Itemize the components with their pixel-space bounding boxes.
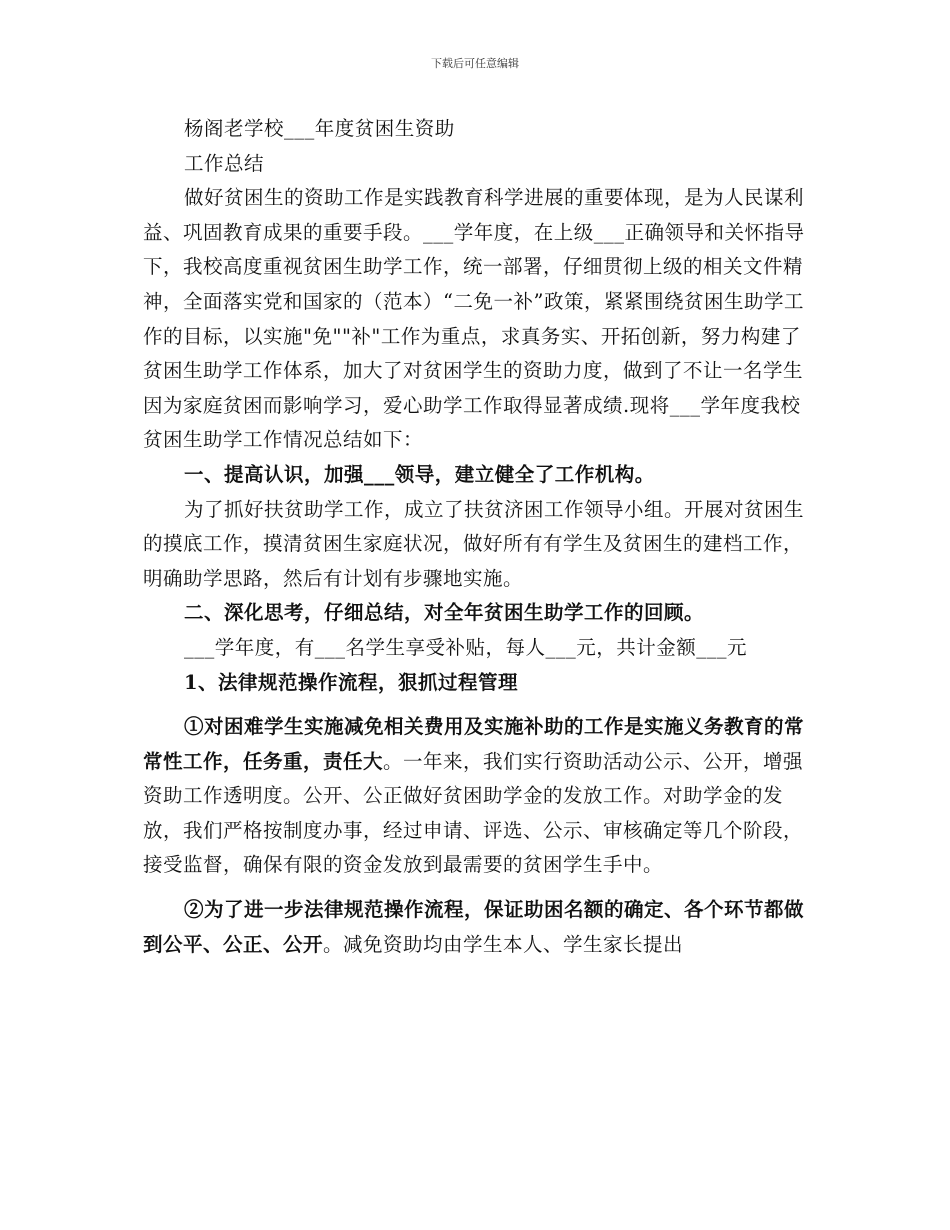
intro-paragraph: 做好贫困生的资助工作是实践教育科学进展的重要体现，是为人民谋利益、巩固教育成果的重要手段。___学年度，在上级___正确领导和关怀指导下，我校高度重视贫困生助学工作，统一部署，仔细贯彻上级的相关文件精神，全面落实党和国家的（范本）“二免一补”政策，紧紧围绕贫困生助学工作的目标，以实施"免""补"工作为重点，求真务实、开拓创新，努力构建了贫困生助学工作体系，加大了对贫困学生的资助力度，做到了不让一名学生因为家庭贫困而影响学习，爱心助学工作取得显著成绩.现将___学年度我校贫困生助学工作情况总结如下：: [143, 186, 805, 452]
list-item-2: [143, 893, 815, 962]
section-heading-1: 一、提高认识，加强___领导，建立健全了工作机构。: [183, 462, 655, 486]
list-item-1: [143, 710, 815, 883]
doc-title-line1: 杨阁老学校___年度贫困生资助: [183, 117, 455, 140]
subheading-1: 1、法律规范操作流程，狠抓过程管理: [183, 670, 519, 694]
list-item-1-body: 。一年来，我们实行资助活动公示、公开，增强资助工作透明度。公开、公正做好贫困助学金的发放工作。对助学金的发放，我们严格按制度办事，经过申请、评选、公示、审核确定等几个阶段，接受监督，确保有限的资金发放到最需要的贫困学生手中。: [143, 749, 804, 877]
doc-title-line2: 工作总结: [183, 151, 264, 175]
list-item-2-body: 。减免资助均由学生本人、学生家长提出: [323, 932, 684, 956]
page-header: 下载后可任意编辑: [431, 57, 519, 70]
document-body: [143, 112, 815, 962]
list-item-2-lead: ②为了进一步法律规范操作流程，保证助困名额的确定、各个环节都做到公平、公正、公开: [143, 898, 804, 956]
list-item-1-lead: ①对困难学生实施减免相关费用及实施补助的工作是实施义务教育的常常性工作，任务重，责任大: [143, 715, 804, 773]
section2-paragraph: ___学年度，有___名学生享受补贴，每人___元，共计金额___元: [183, 635, 747, 659]
section-heading-2: 二、深化思考，仔细总结，对全年贫困生助学工作的回顾。: [183, 601, 704, 625]
section1-paragraph: 为了抓好扶贫助学工作，成立了扶贫济困工作领导小组。开展对贫困生的摸底工作，摸清贫困生家庭状况，做好所有有学生及贫困生的建档工作，明确助学思路，然后有计划有步骤地实施。: [143, 497, 804, 590]
